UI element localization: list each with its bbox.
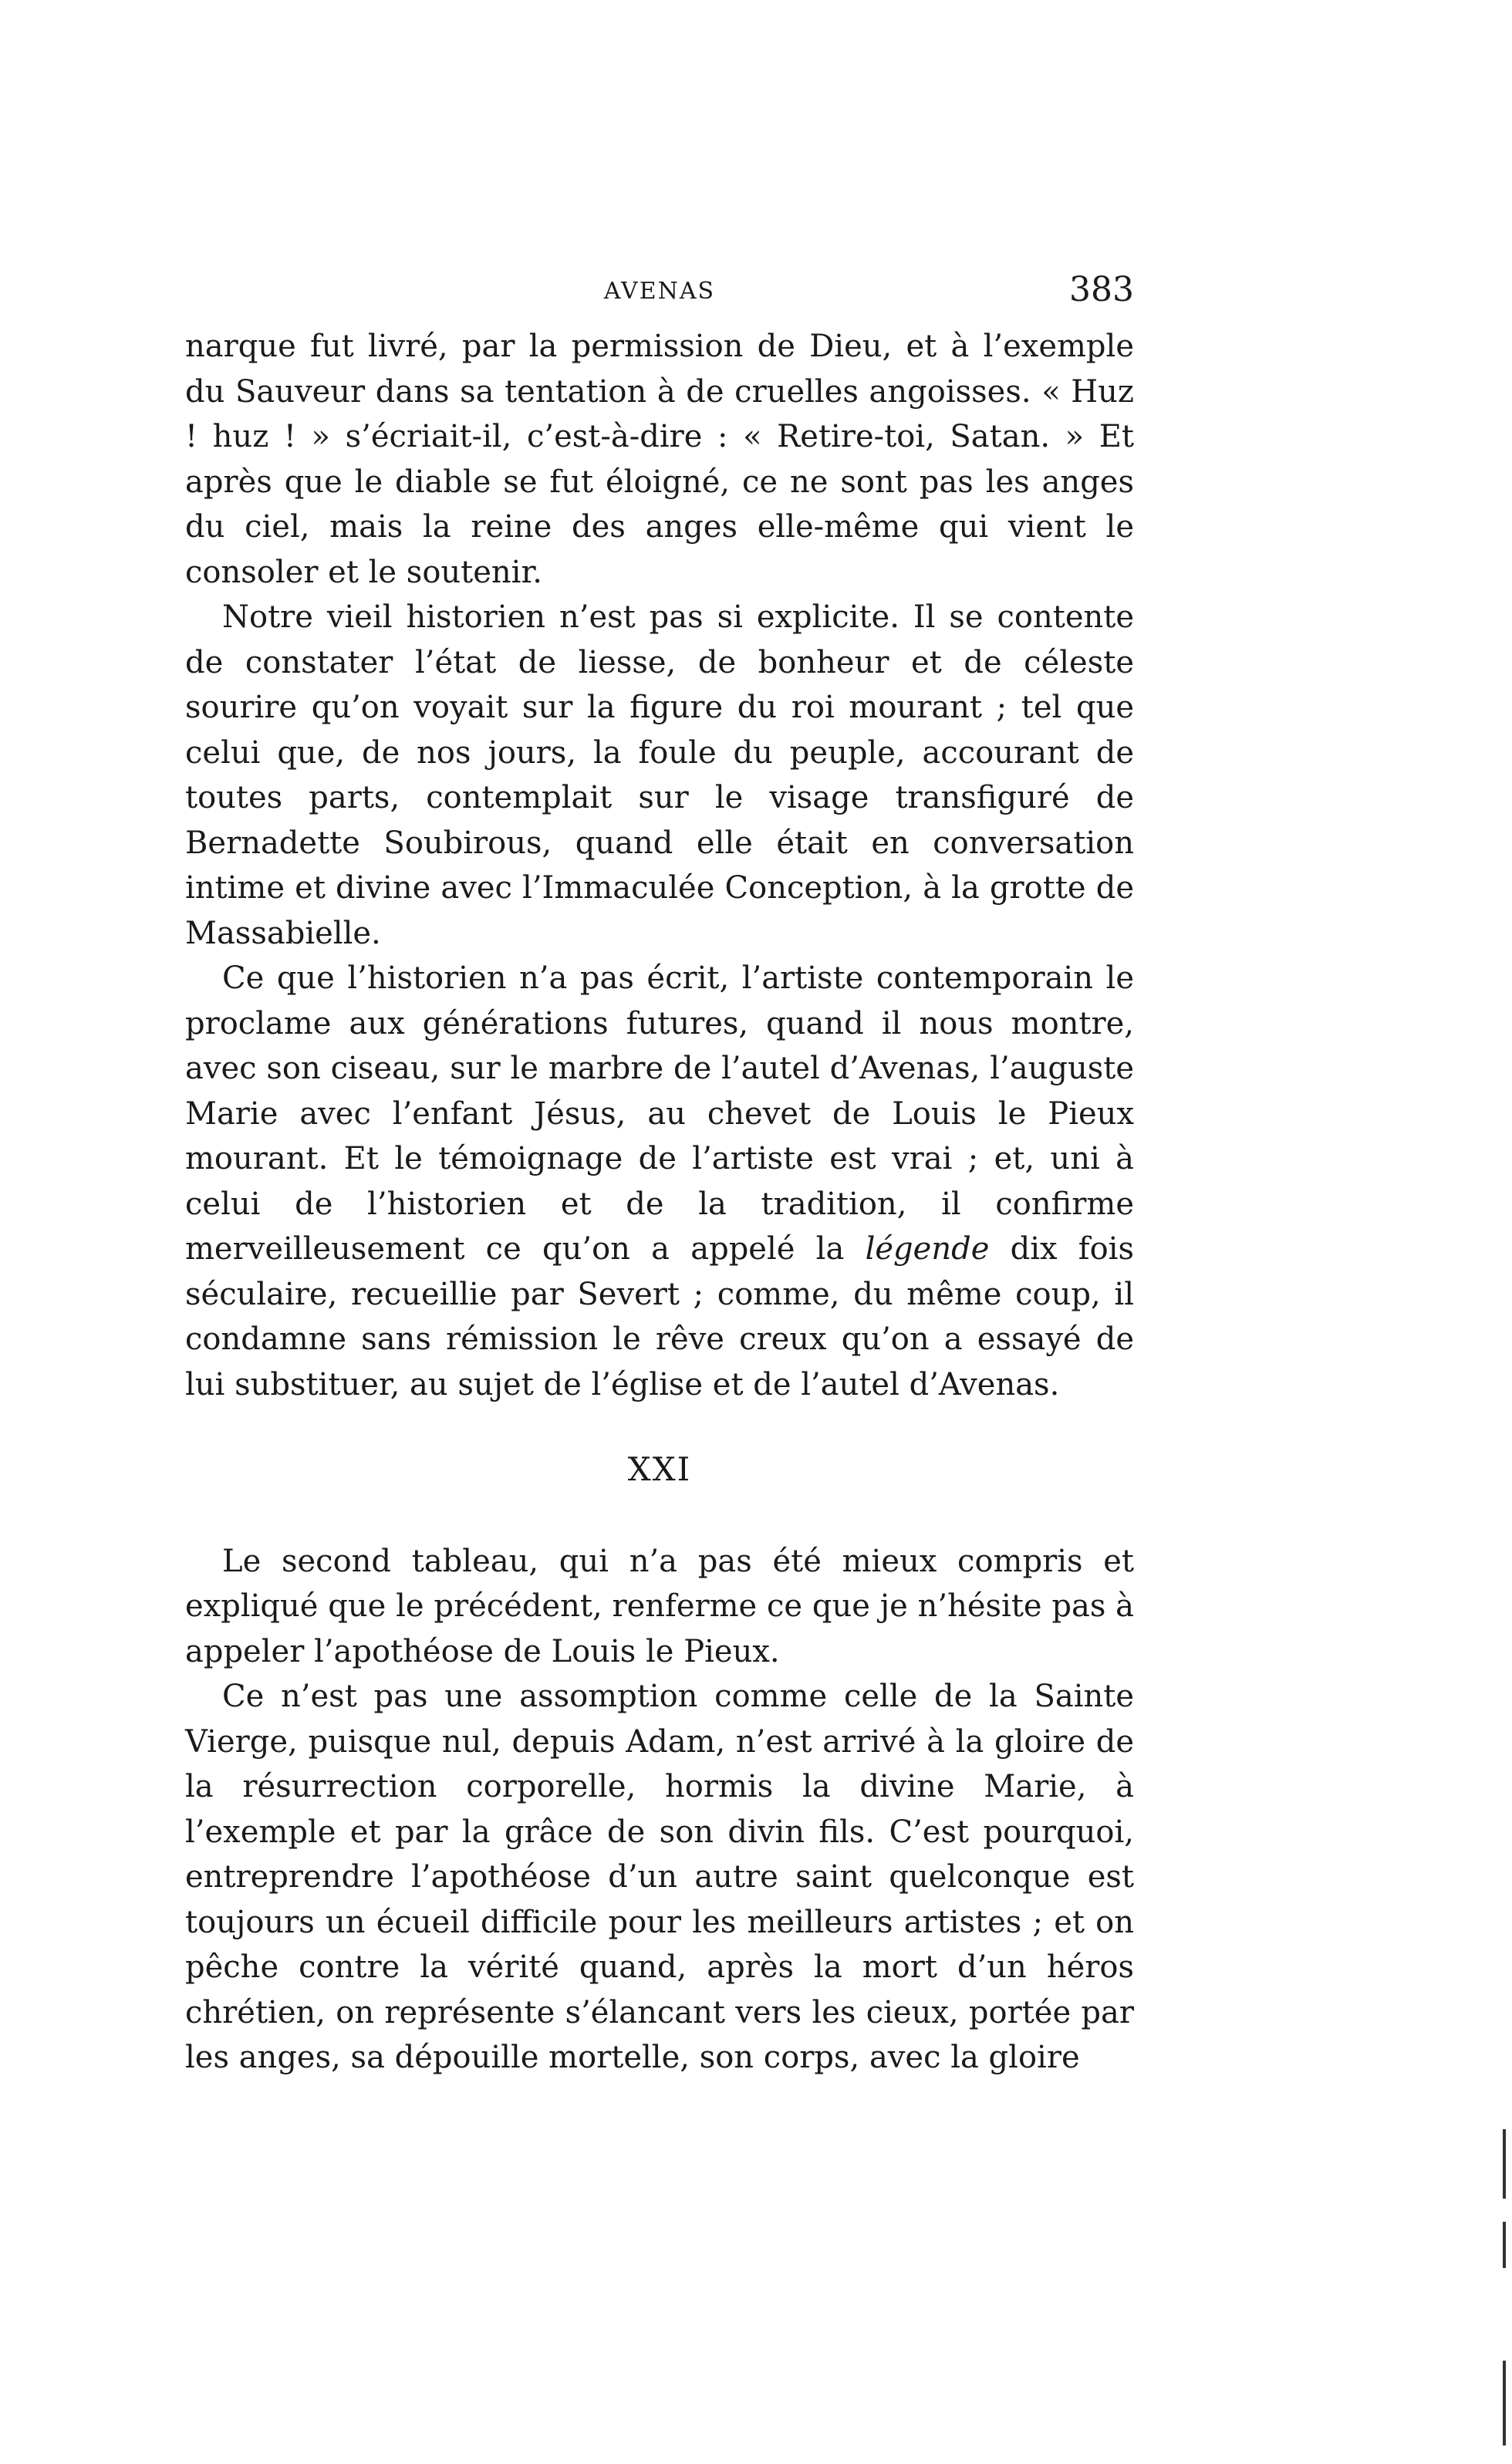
scan-edge-mark <box>1503 2361 1506 2445</box>
paragraph: Le second tableau, qui n’a pas été mieux compris et expliqué que le précédent, renferme ce que je n’hésite pas à appeler l’apothéose de Louis le Pieux. <box>185 1543 1134 1669</box>
italic-word: légende <box>865 1231 990 1267</box>
scan-edge-mark <box>1503 2222 1506 2268</box>
section-heading: XXI <box>627 1450 692 1488</box>
paragraph-text: dix fois séculaire, recueillie par Severt ; comme, du même coup, il condamne sans rémission le rêve creux qu’on a essayé de lui substituer, au sujet de l’église et de l’autel d’Avenas. <box>185 1231 1135 1402</box>
paragraph <box>185 956 1134 1407</box>
paragraph: Ce n’est pas une assomption comme celle de la Sainte Vierge, puisque nul, depuis Adam, n’est arrivé à la gloire de la résurrection corporelle, hormis la divine Marie, à l’exemple et par la grâce de son divin fils. C’est pourquoi, entreprendre l’apothéose d’un autre saint quelconque est toujours un écueil difficile pour les meilleurs artistes ; et on pêche contre la vérité quand, après la mort d’un héros chrétien, on représente s’élancant vers les cieux, portée par les anges, sa dépouille mortelle, son corps, avec la gloire <box>185 1679 1134 2075</box>
paragraph: Notre vieil historien n’est pas si explicite. Il se contente de constater l’état de liesse, de bonheur et de céleste sourire qu’on voyait sur la figure du roi mourant ; tel que celui que, de nos jours, la foule du peuple, accourant de toutes parts, contemplait sur le visage transfiguré de Bernadette Soubirous, quand elle était en conversation intime et divine avec l’Immaculée Conception, à la grotte de Massabielle. <box>185 599 1134 951</box>
running-title: AVENAS <box>603 278 716 305</box>
body-text <box>185 324 1134 2081</box>
running-head <box>185 270 1134 316</box>
paragraph-text: Ce que l’historien n’a pas écrit, l’artiste contemporain le proclame aux générations futures, quand il nous montre, avec son ciseau, sur le marbre de l’autel d’Avenas, l’auguste Marie avec l’enfant Jésus, au chevet de Louis le Pieux mourant. Et le témoignage de l’artiste est vrai ; et, uni à celui de l’historien et de la tradition, il confirme merveilleusement ce qu’on a appelé la <box>185 960 1134 1267</box>
scan-edge-mark <box>1503 2129 1506 2199</box>
paragraph-continued: narque fut livré, par la permission de Dieu, et à l’exemple du Sauveur dans sa tentation à de cruelles angoisses. « Huz ! huz ! » s’écriait-il, c’est-à-dire : « Retire-toi, Satan. » Et après que le diable se fut éloigné, ce ne sont pas les anges du ciel, mais la reine des anges elle-même qui vient le consoler et le soutenir. <box>185 329 1134 590</box>
page-number: 383 <box>1069 270 1134 309</box>
